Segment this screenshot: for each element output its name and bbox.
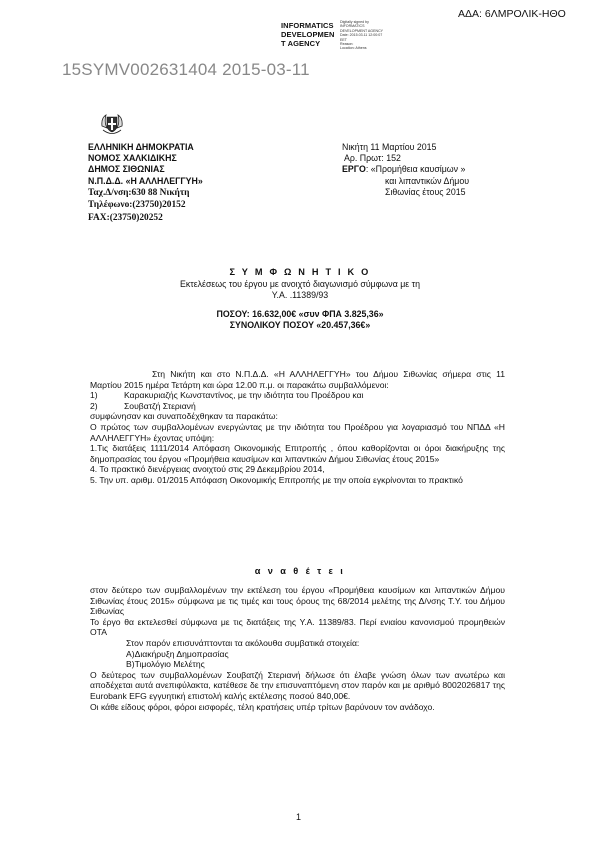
contract-body-part1 [90, 369, 505, 486]
signature-org-line: T AGENCY [281, 39, 321, 48]
consideration-item-5: 5. Την υπ. αριθμ. 01/2015 Απόφαση Οικονομικής Επιτροπής με την οποία εγκρίνονται το πρακτικό [90, 474, 463, 485]
assignment-paragraph: στον δεύτερο των συμβαλλομένων την εκτέλεση του έργου «Προμήθεια καυσίμων και λιπαντικών Δήμου Σιθωνίας έτους 2015» σύμφωνα με τις τιμές και τους όρους της 68/2014 μελέτης της Δ/νσης Τ.Υ. του Δήμου Σιθωνίας [90, 585, 505, 617]
subtitle-line: Υ.Α. .11389/93 [271, 289, 329, 300]
signature-meta-line: Reason: [340, 42, 354, 47]
fax-line: FAX:(23750)20252 [88, 213, 163, 223]
assigns-heading: α ν α θ έ τ ε ι [254, 566, 346, 576]
place-date: Νικήτη 11 Μαρτίου 2015 [342, 142, 437, 152]
total-amount-line: ΣΥΝΟΛΙΚΟΥ ΠΟΣΟΥ «20.457,36€» [229, 319, 371, 330]
contract-title: Σ Υ Μ Φ Ω Ν Η Τ Ι Κ Ο [229, 267, 371, 277]
document-serial: 15SYMV002631404 2015-03-11 [62, 60, 310, 79]
party-number: 1) [90, 390, 98, 401]
signature-meta-line: Digitally signed by [340, 20, 369, 24]
party-name: Σουβατζή Στεριανή [124, 400, 196, 411]
signature-org-line: DEVELOPMEN [281, 30, 335, 39]
project-label: ΕΡΓΟ [342, 164, 366, 175]
amount-line: ΠΟΣΟΥ: 16.632,00€ «συν ΦΠΑ 3.825,36» [216, 309, 384, 319]
project-title: : «Προμήθεια καυσίμων » [365, 164, 466, 175]
address-line: Ταχ.Δ/νση:630 88 Νικήτη [88, 187, 190, 198]
second-party-paragraph: Ο δεύτερος των συμβαλλομένων Σουβατζή Στεριανή δήλωσε ότι έλαβε γνώση όλων των ανωτέρω και αποδέχεται αυτά ανεπιφύλακτα, κατέθεσε δε την επισυναπτόμενη στον παρόν και με αριθμό 8002026817 της Eurobank EFG εγγυητική επιστολή καλής εκτέλεσης ποσού 840,00€. [90, 669, 505, 701]
signature-meta-line: Location: Athens [340, 46, 367, 51]
first-party-paragraph: Ο πρώτος των συμβαλλομένων ενεργώντας με την ιδιότητα του Προέδρου για λογαριασμό του ΝΠΔΔ «Η ΑΛΛΗΛΕΓΓΥΗ» έχοντας υπόψη: [90, 421, 505, 443]
consideration-item-1: 1.Τις διατάξεις 1111/2014 Απόφαση Οικονομικής Επιτροπής , όπου καθορίζονται οι όροι διακήρυξης της δημοπρασίας του έργου «Προμήθεια καυσίμων και λιπαντικών Δήμου Σιθωνίας έτους 2015» [90, 443, 505, 464]
party-name: Καρακυριαζής Κωνσταντίνος, με την ιδιότητα του Προέδρου και [124, 390, 364, 401]
signature-meta-line: EET [340, 37, 347, 42]
party-1 [90, 390, 505, 401]
signature-organization [281, 21, 335, 48]
attachment-a: Α)Διακήρυξη Δημοπρασίας [126, 648, 229, 659]
signature-metadata [340, 20, 383, 51]
contract-body-part2 [90, 585, 505, 712]
page-number: 1 [296, 812, 302, 822]
attachment-b: Β)Τιμολόγιο Μελέτης [126, 659, 205, 670]
attachments-intro: Στον παρόν επισυνάπτονται τα ακόλουθα συμβατικά στοιχεία: [126, 637, 360, 648]
signature-meta-line: Date: 2015.03.11 12:00:07 [340, 33, 383, 38]
subtitle-line: Εκτελέσεως του έργου με ανοιχτό διαγωνισμό σύμφωνα με τη [179, 279, 421, 289]
party-number: 2) [90, 400, 98, 411]
intro-paragraph: Στη Νικήτη και στο Ν.Π.Δ.Δ. «Η ΑΛΛΗΛΕΓΓΥΗ» του Δήμου Σιθωνίας σήμερα στις 11 Μαρτίου 2015 ημέρα Τετάρτη και ώρα 12.00 π.μ. οι παρακάτω συμβαλλόμενοι: [90, 369, 505, 390]
execution-paragraph: Το έργο θα εκτελεσθεί σύμφωνα με τις διατάξεις της Υ.Α. 11389/83. Περί ενιαίου κανονισμού προμηθειών ΟΤΑ [90, 616, 505, 638]
agreement-statement: συμφώνησαν και συναποδέχθηκαν τα παρακάτω: [90, 411, 278, 422]
signature-meta-line: INFORMATICS [340, 24, 365, 29]
project-title-line3: Σιθωνίας έτους 2015 [385, 186, 466, 197]
authority-line: Ν.Π.Δ.Δ. «Η ΑΛΛΗΛΕΓΓΥΗ» [88, 175, 203, 186]
signature-meta-line: DEVELOPMENT AGENCY [340, 28, 384, 33]
taxes-paragraph: Οι κάθε είδους φόροι, φόροι εισφορές, τέλη κρατήσεις υπέρ τρίτων βαρύνουν τον ανάδοχο. [90, 701, 435, 712]
greek-emblem-icon [97, 108, 127, 138]
party-2 [90, 401, 505, 412]
ada-code: ΑΔΑ: 6ΛΜΡΟΛΙΚ-ΗΘΟ [458, 8, 566, 20]
project-line [342, 164, 469, 175]
authority-line: ΕΛΛΗΝΙΚΗ ΔΗΜΟΚΡΑΤΙΑ [88, 142, 194, 152]
authority-line: ΔΗΜΟΣ ΣΙΘΩΝΙΑΣ [88, 164, 165, 175]
document-reference [342, 142, 469, 198]
protocol-number: Αρ. Πρωτ: 152 [344, 153, 401, 164]
signature-org-line: INFORMATICS [281, 21, 334, 30]
contract-subtitle [60, 279, 540, 300]
contract-amounts [60, 309, 540, 330]
issuing-authority [88, 142, 203, 225]
consideration-item-4: 4. Το πρακτικό διενέργειας ανοιχτού στις 29 Δεκεμβρίου 2014, [90, 464, 325, 475]
project-title-line2: και λιπαντικών Δήμου [385, 175, 470, 186]
authority-line: ΝΟΜΟΣ ΧΑΛΚΙΔΙΚΗΣ [88, 153, 177, 164]
phone-line: Τηλέφωνο:(23750)20152 [88, 200, 186, 211]
